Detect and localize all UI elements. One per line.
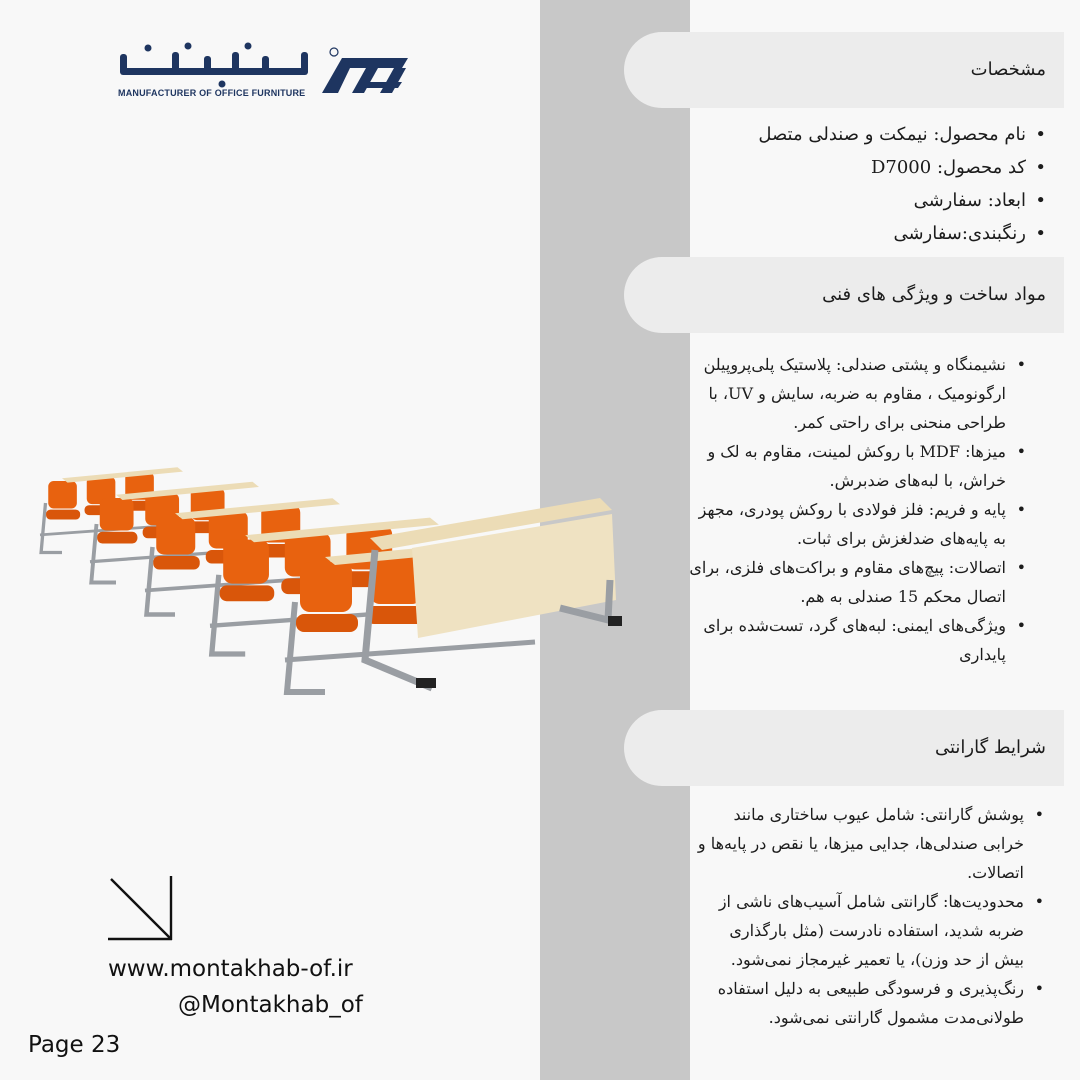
tech-header: [624, 257, 1064, 333]
arrow-down-right-icon: [108, 876, 174, 942]
tech-list: [688, 350, 1028, 669]
page-number: Page 23: [28, 1032, 121, 1058]
list-item: • پوشش گارانتی: شامل عیوب ساختاری مانند خرابی صندلی‌ها، جدایی میزها، یا نقص در پایه‌ها و اتصالات.: [696, 800, 1046, 887]
tech-title: مواد ساخت و ویژگی های فنی: [822, 284, 1046, 305]
list-item: • رنگ‌پذیری و فرسودگی طبیعی به دلیل استفاده طولانی‌مدت مشمول گارانتی نمی‌شود.: [696, 974, 1046, 1032]
list-item: • ابعاد: سفارشی: [648, 184, 1048, 217]
specs-header: [624, 32, 1064, 108]
product-photo: [20, 430, 630, 700]
list-item: • ویژگی‌های ایمنی: لبه‌های گرد، تست‌شده برای پایداری: [688, 611, 1028, 669]
warranty-title: شرایط گارانتی: [934, 737, 1046, 758]
list-item: • رنگبندی:سفارشی: [648, 217, 1048, 250]
list-item: • محدودیت‌ها: گارانتی شامل آسیب‌های ناشی از ضربه شدید، استفاده نادرست (مثل بارگذاری بیش از حد وزن)، یا تعمیر غیرمجاز نمی‌شود.: [696, 887, 1046, 974]
warranty-header: [624, 710, 1064, 786]
warranty-list: [696, 800, 1046, 1032]
instagram-handle[interactable]: @Montakhab_of: [178, 992, 363, 1018]
list-item: • نشیمنگاه و پشتی صندلی: پلاستیک پلی‌پروپیلن ارگونومیک ، مقاوم به ضربه، سایش و UV، با طراحی منحنی برای راحتی کمر.: [688, 350, 1028, 437]
list-item: • اتصالات: پیچ‌های مقاوم و براکت‌های فلزی، برای اتصال محکم 15 صندلی به هم.: [688, 553, 1028, 611]
specs-list: [648, 118, 1048, 250]
specs-title: مشخصات: [970, 59, 1046, 80]
list-item: • کد محصول: D7000: [648, 151, 1048, 184]
list-item: • میزها: MDF با روکش لمینت، مقاوم به لک و خراش، با لبه‌های ضدبرش.: [688, 437, 1028, 495]
website-link[interactable]: www.montakhab-of.ir: [108, 956, 353, 982]
brand-tagline: MANUFACTURER OF OFFICE FURNITURE: [118, 88, 306, 98]
list-item: • نام محصول: نیمکت و صندلی متصل: [648, 118, 1048, 151]
list-item: • پایه و فریم: فلز فولادی با روکش پودری، مجهز به پایه‌های ضدلغزش برای ثبات.: [688, 495, 1028, 553]
